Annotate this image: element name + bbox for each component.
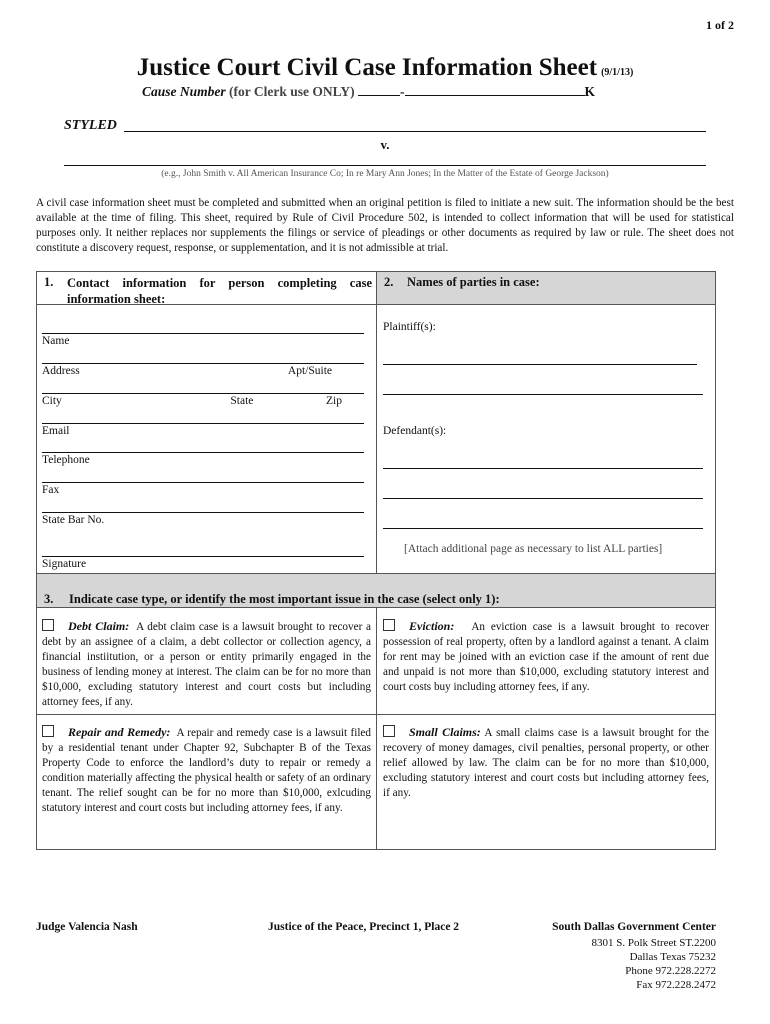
telephone-label: Telephone <box>42 454 90 466</box>
telephone-field[interactable] <box>42 452 364 466</box>
page-number: 1 of 2 <box>706 18 734 32</box>
eviction-option <box>383 619 709 695</box>
section2-number: 2. <box>384 275 394 289</box>
style-example: (e.g., John Smith v. All American Insurance Co; In re Mary Ann Jones; In the Matter of the Estate of George Jackson) <box>161 169 609 179</box>
fax-field[interactable] <box>42 482 364 496</box>
attach-note: [Attach additional page as necessary to list ALL parties] <box>404 543 663 555</box>
defendant-field-2[interactable] <box>383 498 703 499</box>
signature-field[interactable] <box>42 556 364 570</box>
defendants-label: Defendant(s): <box>383 425 447 437</box>
form-date: (9/1/13) <box>601 67 634 78</box>
small-claims-checkbox[interactable] <box>383 725 395 737</box>
case-type-divider-h <box>36 714 716 715</box>
debt-claim-text: A debt claim case is a lawsuit brought to recover a debt by an assignee of a claim, a debt collector or collection agency, a financial instiitution, or a person or entity primarily engaged in the business of lending money at interest. The claim can be for no more than $10,000, excluding statutory interest and court costs but including attorney fees, if any. <box>42 621 371 708</box>
plaintiff-field-2[interactable] <box>383 394 703 395</box>
repair-remedy-text: A repair and remedy case is a lawsuit filed by a residential tenant under Chapter 92, Subchapter B of the Texas Property Code to enforce the landlord’s duty to repair or remedy a condition materially affecting the physical health or safety of an ordinary tenant. The relief sought can be for no more than $10,000, exlcuding statutory interest and court costs but including attorney fees, if any. <box>42 727 371 814</box>
repair-remedy-title: Repair and Remedy: <box>68 725 171 739</box>
defendant-field-1[interactable] <box>383 468 703 469</box>
precinct-name: Justice of the Peace, Precinct 1, Place 2 <box>268 921 460 933</box>
fax-number: Fax 972.228.2472 <box>636 979 716 991</box>
city-address: Dallas Texas 75232 <box>629 951 716 963</box>
fax-label: Fax <box>42 484 60 496</box>
section3-header <box>36 573 716 608</box>
eviction-text: An eviction case is a lawsuit brought to recover possession of real property, often by a landlord against a tenant. A claim for rent may be joined with an eviction case if the amount of rent due and unpaid is not more than $10,000, excluding statutory interest and court costs buy including attorney fees, if any. <box>383 621 709 693</box>
state-label: State <box>230 395 254 407</box>
email-field[interactable] <box>42 423 364 437</box>
city-label: City <box>42 395 62 407</box>
repair-remedy-option <box>42 725 371 816</box>
plaintiff-field-1[interactable] <box>383 364 697 365</box>
footer-address <box>592 936 716 992</box>
name-label: Name <box>42 335 70 347</box>
eviction-checkbox[interactable] <box>383 619 395 631</box>
defendant-field-3[interactable] <box>383 528 703 529</box>
section2-header <box>376 271 716 305</box>
cause-number-row <box>142 82 595 100</box>
section1-number: 1. <box>44 275 54 289</box>
name-field[interactable] <box>42 333 364 347</box>
debt-claim-checkbox[interactable] <box>42 619 54 631</box>
signature-label: Signature <box>42 558 87 570</box>
cause-number-label: Cause Number <box>142 84 226 99</box>
phone-number: Phone 972.228.2272 <box>625 965 716 977</box>
small-claims-option <box>383 725 709 801</box>
address-label: Address <box>42 365 80 377</box>
debt-claim-option <box>42 619 371 710</box>
cause-number-dash: - <box>400 84 405 99</box>
versus-label: v. <box>380 137 390 152</box>
cause-number-suffix: K <box>584 84 596 99</box>
government-center: South Dallas Government Center <box>552 921 716 933</box>
state-bar-field[interactable] <box>42 512 364 526</box>
styled-field[interactable] <box>124 131 706 132</box>
section1-header <box>36 271 377 305</box>
city-state-zip-field[interactable] <box>42 393 364 407</box>
small-claims-text: A small claims case is a lawsuit brought for the recovery of money damages, civil penalties, personal property, or other relief allowed by law. The claim can be for no more than $10,000, excluding statutory interest and court costs but including attorney fees, if any. <box>383 727 709 799</box>
repair-remedy-checkbox[interactable] <box>42 725 54 737</box>
apt-label: Apt/Suite <box>287 365 332 377</box>
form-title: Justice Court Civil Case Information Sheet <box>136 54 598 81</box>
case-type-divider-v <box>376 607 377 850</box>
zip-label: Zip <box>326 395 342 407</box>
address-field[interactable] <box>42 363 364 377</box>
cause-number-field-2[interactable] <box>405 82 585 96</box>
street-address: 8301 S. Polk Street ST.2200 <box>591 937 716 949</box>
section-divider <box>376 305 377 574</box>
intro-paragraph: A civil case information sheet must be completed and submitted when an original petition is filed to initiate a new suit. The information should be the best available at the time of filing. This sheet, required by Rule of Civil Procedure 502, is intended to collect information that will be used for statistical purposes only. It neither replaces nor supplements the filings or service of pleadings or other documents as required by law or rule. The sheet does not constitute a discovery request, response, or supplementation, and it is not admissible at trial. <box>36 197 734 254</box>
cause-number-field-1[interactable] <box>358 82 400 96</box>
judge-name: Judge Valencia Nash <box>36 921 138 933</box>
eviction-title: Eviction: <box>409 619 455 633</box>
section1-title: Contact information for person completing case information sheet: <box>67 276 372 306</box>
state-bar-label: State Bar No. <box>42 514 105 526</box>
defendant-style-field[interactable] <box>64 165 706 166</box>
section3-number: 3. <box>44 592 54 606</box>
plaintiffs-label: Plaintiff(s): <box>383 321 436 333</box>
page-title <box>0 54 770 82</box>
section3-title: Indicate case type, or identify the most important issue in the case (select only 1): <box>69 592 500 606</box>
debt-claim-title: Debt Claim: <box>68 619 130 633</box>
cause-number-note: (for Clerk use ONLY) <box>225 84 355 99</box>
styled-label: STYLED <box>64 118 117 133</box>
section2-title: Names of parties in case: <box>407 275 540 289</box>
email-label: Email <box>42 425 70 437</box>
small-claims-title: Small Claims: <box>409 725 481 739</box>
